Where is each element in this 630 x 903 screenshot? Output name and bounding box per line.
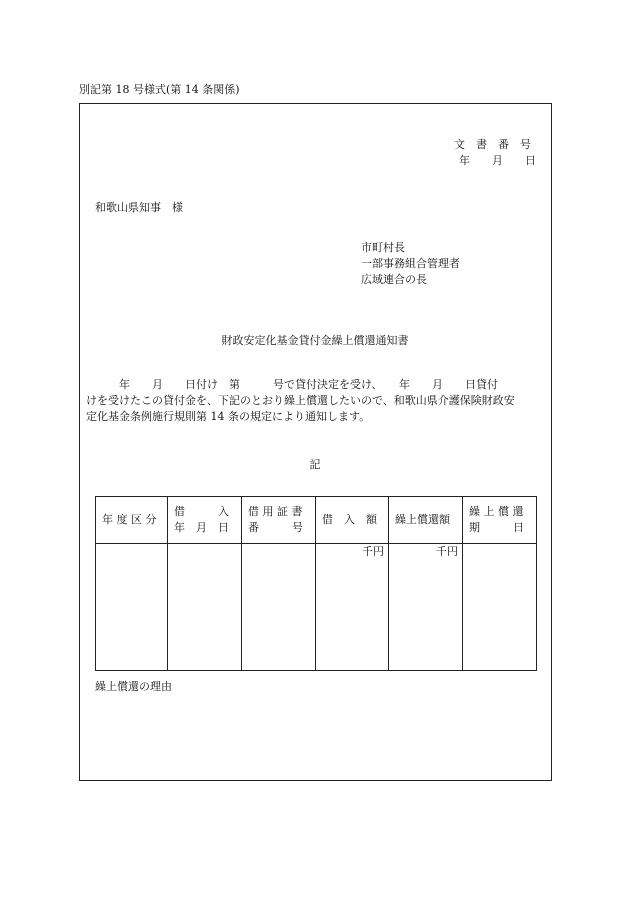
cell-repayment-amount: 千円	[389, 544, 463, 671]
body-line: 定化基金条例施行規則第 14 条の規定により通知します。	[86, 410, 371, 423]
header-fiscal-year: 年 度 区 分	[96, 497, 168, 544]
cell-certificate-number	[242, 544, 316, 671]
repayment-reason-label: 繰上償還の理由	[95, 680, 172, 693]
ki-mark: 記	[309, 458, 321, 471]
date-line: 年 月 日	[459, 154, 536, 167]
cell-fiscal-year	[96, 544, 168, 671]
repayment-table	[95, 496, 537, 671]
sender-line: 市町村長	[361, 241, 405, 254]
cell-repayment-date	[463, 544, 537, 671]
addressee: 和歌山県知事 様	[95, 201, 183, 214]
cell-loan-date	[168, 544, 242, 671]
document-title: 財政安定化基金貸付金繰上償還通知書	[221, 334, 409, 347]
body-line: 年 月 日付け 第 号で貸付決定を受け、 年 月 日貸付	[86, 378, 499, 391]
header-repayment-amount: 繰上償還額	[389, 497, 463, 544]
cell-loan-amount: 千円	[316, 544, 389, 671]
header-repayment-date: 繰 上 償 還 期 日	[463, 497, 537, 544]
table-header-row	[96, 497, 537, 544]
header-loan-amount: 借 入 額	[316, 497, 389, 544]
table-row	[96, 544, 537, 671]
sender-block	[361, 240, 460, 288]
sender-line: 一部事務組合管理者	[361, 257, 460, 270]
header-loan-date: 借 入 年 月 日	[168, 497, 242, 544]
header-certificate-number: 借 用 証 書 番 号	[242, 497, 316, 544]
form-number-note: 別記第 18 号様式(第 14 条関係)	[79, 83, 240, 96]
sender-line: 広域連合の長	[361, 273, 427, 286]
document-number-label: 文 書 番 号	[454, 138, 531, 151]
body-line: けを受けたこの貸付金を、下記のとおり繰上償還したいので、和歌山県介護保険財政安	[86, 394, 515, 407]
body-paragraph	[86, 377, 546, 425]
